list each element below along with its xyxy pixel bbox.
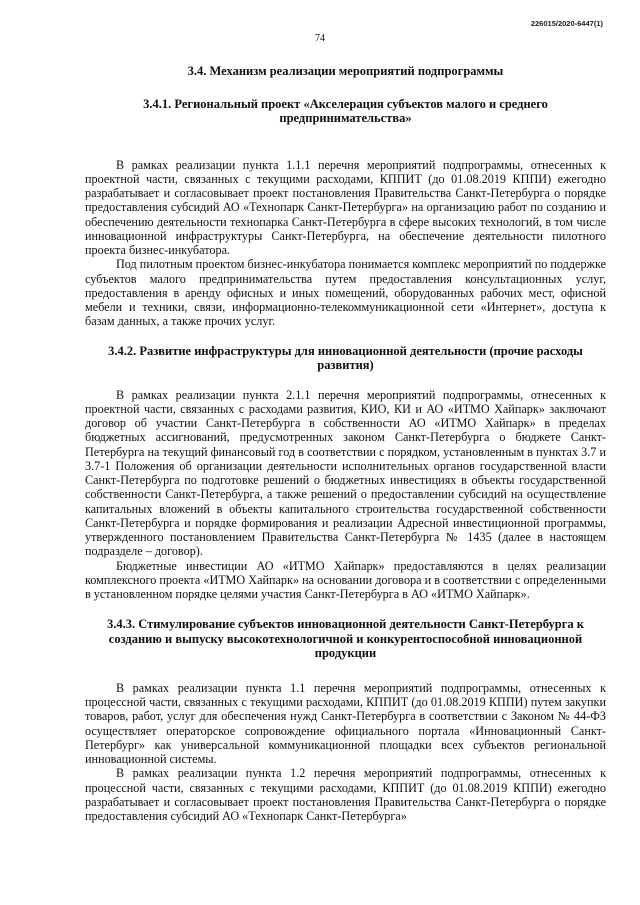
paragraph: В рамках реализации пункта 1.2 перечня мероприятий подпрограммы, отнесенных к процессной части, связанных с текущими расходами, КППИТ (до 01.08.2019 КППИ) ежегодно разрабатывает и согласовывает проект постановления Правительства Санкт-Петербурга о порядке предоставления субсидий АО «Технопарк Санкт-Петербурга»: [85, 766, 606, 823]
paragraph: В рамках реализации пункта 1.1.1 перечня мероприятий подпрограммы, отнесенных к проектной части, связанных с текущими расходами, КППИТ (до 01.08.2019 КППИ) ежегодно разрабатывает и согласовывает проект постановления Правительства Санкт-Петербурга о порядке предоставления субсидий АО «Технопарк Санкт-Петербурга» на организацию работ по созданию и обеспечению деятельности технопарка Санкт-Петербурга в сфере высоких технологий, в том числе инновационной инфраструктуры Санкт-Петербурга, на обеспечение деятельности пилотного проекта бизнес-инкубатора.: [85, 157, 606, 257]
subsection-title-3-4-3: 3.4.3. Стимулирование субъектов инновационной деятельности Санкт-Петербурга к созданию и выпуску высокотехнологичной и конкурентоспособной инновационной продукции: [106, 617, 585, 661]
page-number: 74: [315, 33, 325, 44]
document-number: 226015/2020-6447(1): [530, 19, 603, 28]
subsection-title-3-4-1: 3.4.1. Региональный проект «Акселерация субъектов малого и среднего предпринимательства»: [143, 96, 548, 125]
paragraph: В рамках реализации пункта 2.1.1 перечня мероприятий подпрограммы, отнесенных к проектной части, связанных с расходами развития, КИО, КИ и АО «ИТМО Хайпарк» заключают договор об участии Санкт-Петербурга в собственности АО «ИТМО Хайпарк» в пределах бюджетных ассигнований, предусмотренных законом Санкт-Петербурга о бюджете Санкт-Петербурга на текущий финансовый год в соответствии с порядком, установленным в пунктах 3.7 и 3.7-1 Положения об организации деятельности исполнительных органов государственной власти Санкт-Петербурга по подготовке решений о бюджетных инвестициях в объекты государственной собственности Санкт-Петербурга, а также решений о предоставлении субсидий на осуществление капитальных вложений в объекты капитального строительства государственной собственности Санкт-Петербурга и порядке формирования и реализации Адресной инвестиционной программы, утвержденного постановлением Правительства Санкт-Петербурга № 1435 (далее в настоящем подразделе – договор).: [85, 387, 606, 559]
paragraph: В рамках реализации пункта 1.1 перечня мероприятий подпрограммы, отнесенных к процессной части, связанных с текущими расходами, КППИТ (до 01.08.2019 КППИ) путем закупки товаров, работ, услуг для обеспечения нужд Санкт-Петербурга в соответствии с Законом № 44-ФЗ осуществляет операторское сопровождение официального портала «Инновационный Санкт-Петербург» как универсальной коммуникационной площадки всех субъектов региональной инновационной системы.: [85, 680, 606, 766]
subsection-title-3-4-2: 3.4.2. Развитие инфраструктуры для инновационной деятельности (прочие расходы развития): [108, 343, 583, 372]
paragraph: Под пилотным проектом бизнес-инкубатора понимается комплекс мероприятий по поддержке субъектов малого предпринимательства путем предоставления консультационных услуг, предоставления в аренду офисных и иных помещений, оборудованных рабочих мест, офисной мебели и техники, связи, информационно-телекоммуникационной сети «Интернет», доступа к базам данных, а также прочих услуг.: [85, 257, 606, 329]
paragraph: Бюджетные инвестиции АО «ИТМО Хайпарк» предоставляются в целях реализации комплексного проекта «ИТМО Хайпарк» на основании договора и в соответствии с определенными в установленном порядке целями участия Санкт-Петербурга в АО «ИТМО Хайпарк».: [85, 558, 606, 601]
page-content: [85, 64, 606, 823]
section-title: 3.4. Механизм реализации мероприятий подпрограммы: [187, 64, 504, 78]
